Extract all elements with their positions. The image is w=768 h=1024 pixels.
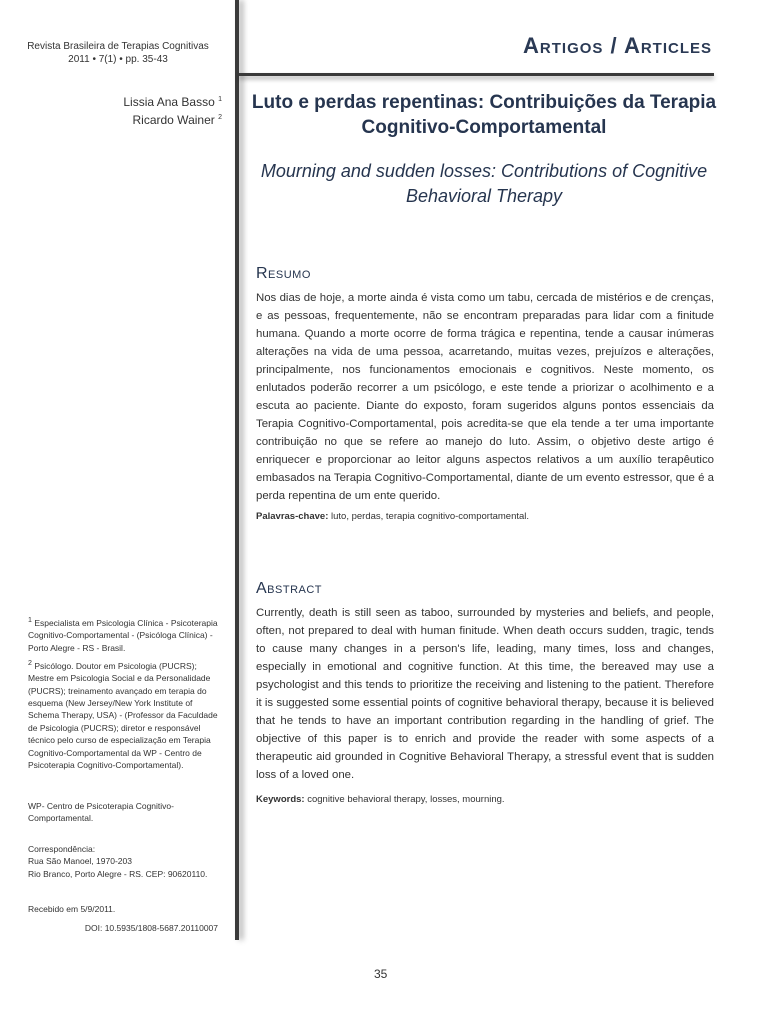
received-date: Recebido em 5/9/2011. <box>28 904 116 914</box>
footnote-2: $^2$ Psicólogo. Doutor em Psicologia (PUCRS); Mestre em Psicologia Social e da Personalidade (PUCRS); treinamento avançado em terapia do esquema (New Jersey/New York Institute of Schema Therapy, USA) - (Professor da Faculdade de Psicologia (PUCRS); diretor e responsável técnico pelo curso de especialização em Terapia Cognitivo-Comportamental da WP - Centro de Psicoterapia Cognitivo-Comportamental). <box>28 659 218 771</box>
abstract-text: Currently, death is still seen as taboo, surrounded by mysteries and beliefs, and people, often, not prepared to deal with human finitude. When death occurs sudden, tragic, tends to cause many changes in a person's life, leading, many times, loss and changes, especially in emotional and cognitive function. At this time, the bereaved may use a psychologist and this tends to prioritize the receiving and listening to the patient. Therefore it is suggested some essential points of cognitive behavioral therapy, because it is believed that he tends to have an important contribution regarding in the handling of grief. The objective of this paper is to enrich and provide the reader with some aspects of a therapeutic aid grounded in Cognitive Behavioral Therapy, a stressful event that is sudden loss of a loved one. <box>256 607 714 781</box>
page-number: 35 <box>374 967 388 981</box>
journal-issue: 2011 • 7(1) • pp. 35-43 <box>68 54 168 65</box>
abstract-heading: Abstract <box>256 580 323 597</box>
title-portuguese: Luto e perdas repentinas: Contribuições da Terapia Cognitivo-Comportamental <box>251 92 717 138</box>
footnote-wp: WP- Centro de Psicoterapia Cognitivo-Comportamental. <box>28 801 174 824</box>
resumo-keywords: Palavras-chave: luto, perdas, terapia cognitivo-comportamental. <box>256 511 530 522</box>
footnote-1: $^1$ Especialista em Psicologia Clínica - Psicoterapia Cognitivo-Comportamental - (Psicóloga Clínica) - Porto Alegre - RS - Brasil. <box>28 616 218 653</box>
author-1: Lissia Ana Basso $^1$ <box>123 95 222 109</box>
journal-info <box>12 40 224 66</box>
vertical-divider <box>235 0 239 940</box>
resumo-text: Nos dias de hoje, a morte ainda é vista como um tabu, cercada de mistérios e de crenças, e as pessoas, frequentemente, não se encontram preparadas para lidar com a finitude humana. Quando a morte ocorre de forma trágica e repentina, tende a causar inúmeras alterações na vida de uma pessoa, acarretando, muitas vezes, prejuízos e alterações, principalmente, nos funcionamentos emocionais e cognitivos. Neste momento, os enlutados poderão recorrer a um psicólogo, e este tende a priorizar o acolhimento e a escuta ao paciente. Diante do exposto, foram sugeridos alguns pontos essenciais da Terapia Cognitivo-Comportamental, pois acredita-se que ela tende a ter uma importante contribuição no que se refere ao manejo do luto. Assim, o objetivo deste artigo é enriquecer e proporcionar ao leitor alguns aspectos relativos a um auxílio terapêutico embasados na Terapia Cognitivo-Comportamental, diante de um evento estressor, que é a perda repentina de um ente querido. <box>256 292 714 502</box>
doi: DOI: 10.5935/1808-5687.20110007 <box>84 923 218 933</box>
header-rule <box>239 73 714 76</box>
abstract-keywords: Keywords: cognitive behavioral therapy, losses, mourning. <box>256 794 505 805</box>
section-heading: Artigos / Articles <box>523 33 712 58</box>
resumo-heading: Resumo <box>256 265 311 282</box>
author-2: Ricardo Wainer $^2$ <box>132 113 222 127</box>
correspondence: Correspondência: Rua São Manoel, 1970-203 Rio Branco, Porto Alegre - RS. CEP: 90620110. <box>28 844 208 879</box>
title-english: Mourning and sudden losses: Contributions of Cognitive Behavioral Therapy <box>260 161 708 206</box>
authors <box>40 92 222 128</box>
journal-name: Revista Brasileira de Terapias Cognitivas <box>27 41 209 52</box>
